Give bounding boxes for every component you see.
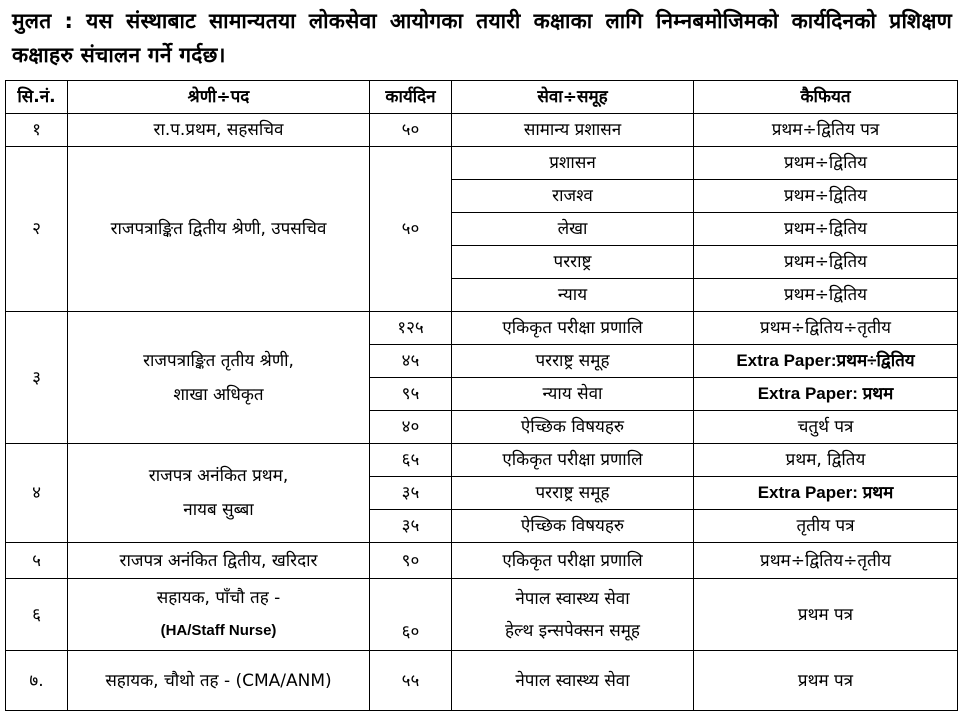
cell-days: ९५ bbox=[370, 378, 452, 411]
cell-grade: रा.प.प्रथम, सहसचिव bbox=[68, 114, 370, 147]
table-row bbox=[6, 147, 958, 180]
cell-remarks: प्रथम पत्र bbox=[694, 579, 958, 651]
cell-grade: सहायक, चौथो तह - (CMA/ANM) bbox=[68, 651, 370, 711]
cell-group: एकिकृत परीक्षा प्रणालि bbox=[452, 543, 694, 579]
group-line-2: हेल्थ इन्सपेक्सन समूह bbox=[505, 620, 640, 641]
cell-group: प्रशासन bbox=[452, 147, 694, 180]
table-row bbox=[6, 312, 958, 345]
training-schedule-table bbox=[5, 80, 958, 711]
cell-grade bbox=[68, 579, 370, 651]
cell-remarks: प्रथम÷द्वितिय bbox=[694, 213, 958, 246]
cell-remarks: प्रथम÷द्वितिय पत्र bbox=[694, 114, 958, 147]
cell-group: राजश्व bbox=[452, 180, 694, 213]
cell-grade: राजपत्र अनंकित द्वितीय, खरिदार bbox=[68, 543, 370, 579]
cell-remarks: प्रथम÷द्वितिय bbox=[694, 279, 958, 312]
cell-group: एकिकृत परीक्षा प्रणालि bbox=[452, 444, 694, 477]
cell-days: ४५ bbox=[370, 345, 452, 378]
header-days: कार्यदिन bbox=[370, 81, 452, 114]
cell-remarks: तृतीय पत्र bbox=[694, 510, 958, 543]
cell-remarks: प्रथम÷द्वितिय bbox=[694, 246, 958, 279]
cell-days: ५० bbox=[370, 114, 452, 147]
cell-group: ऐच्छिक विषयहरु bbox=[452, 411, 694, 444]
cell-group: ऐच्छिक विषयहरु bbox=[452, 510, 694, 543]
cell-days: ९० bbox=[370, 543, 452, 579]
cell-remarks: प्रथम÷द्वितिय÷तृतीय bbox=[694, 543, 958, 579]
cell-remarks: प्रथम पत्र bbox=[694, 651, 958, 711]
grade-line-1: राजपत्राङ्कित तृतीय श्रेणी, bbox=[143, 350, 294, 371]
cell-group bbox=[452, 579, 694, 651]
grade-line-1: राजपत्र अनंकित प्रथम, bbox=[148, 466, 289, 486]
cell-days: ४० bbox=[370, 411, 452, 444]
cell-remarks: Extra Paper:प्रथम÷द्वितिय bbox=[694, 345, 958, 378]
header-grade: श्रेणी÷पद bbox=[68, 81, 370, 114]
cell-group: परराष्ट्र समूह bbox=[452, 477, 694, 510]
grade-line-2: (HA/Staff Nurse) bbox=[160, 622, 277, 639]
header-row bbox=[6, 81, 958, 114]
table-row bbox=[6, 651, 958, 711]
cell-sn: १ bbox=[6, 114, 68, 147]
header-sn: सि.नं. bbox=[6, 81, 68, 114]
cell-days: १२५ bbox=[370, 312, 452, 345]
table-row bbox=[6, 579, 958, 651]
cell-remarks: प्रथम÷द्वितिय÷तृतीय bbox=[694, 312, 958, 345]
cell-sn: ४ bbox=[6, 444, 68, 543]
cell-group: न्याय bbox=[452, 279, 694, 312]
group-line-1: नेपाल स्वास्थ्य सेवा bbox=[515, 588, 630, 609]
grade-line-2: शाखा अधिकृत bbox=[173, 384, 264, 405]
cell-sn: ६ bbox=[6, 579, 68, 651]
table-row bbox=[6, 114, 958, 147]
cell-group: नेपाल स्वास्थ्य सेवा bbox=[452, 651, 694, 711]
cell-days: ३५ bbox=[370, 477, 452, 510]
cell-remarks: प्रथम÷द्वितिय bbox=[694, 147, 958, 180]
cell-group: लेखा bbox=[452, 213, 694, 246]
cell-remarks: प्रथम÷द्वितिय bbox=[694, 180, 958, 213]
cell-grade bbox=[68, 312, 370, 444]
cell-sn: ७. bbox=[6, 651, 68, 711]
cell-days: ६० bbox=[370, 579, 452, 651]
cell-sn: ५ bbox=[6, 543, 68, 579]
cell-remarks: Extra Paper: प्रथम bbox=[694, 378, 958, 411]
cell-days: ५० bbox=[370, 147, 452, 312]
intro-paragraph: मुलत : यस संस्थाबाट सामान्यतया लोकसेवा आयोगका तयारी कक्षाका लागि निम्नबमोजिमको कार्यदिनको प्रशिक्षण कक्षाहरु संचालन गर्ने गर्दछ। bbox=[12, 9, 952, 67]
grade-line-2: नायब सुब्बा bbox=[183, 500, 254, 520]
table-row bbox=[6, 444, 958, 477]
cell-sn: ३ bbox=[6, 312, 68, 444]
cell-group: एकिकृत परीक्षा प्रणालि bbox=[452, 312, 694, 345]
cell-days: ३५ bbox=[370, 510, 452, 543]
header-group: सेवा÷समूह bbox=[452, 81, 694, 114]
cell-group: परराष्ट्र bbox=[452, 246, 694, 279]
cell-remarks: चतुर्थ पत्र bbox=[694, 411, 958, 444]
cell-grade: राजपत्राङ्कित द्वितीय श्रेणी, उपसचिव bbox=[68, 147, 370, 312]
cell-grade bbox=[68, 444, 370, 543]
cell-group: परराष्ट्र समूह bbox=[452, 345, 694, 378]
cell-group: न्याय सेवा bbox=[452, 378, 694, 411]
table-row bbox=[6, 543, 958, 579]
cell-days: ६५ bbox=[370, 444, 452, 477]
cell-remarks: प्रथम, द्वितिय bbox=[694, 444, 958, 477]
header-remarks: कैफियत bbox=[694, 81, 958, 114]
cell-days: ५५ bbox=[370, 651, 452, 711]
cell-remarks: Extra Paper: प्रथम bbox=[694, 477, 958, 510]
cell-sn: २ bbox=[6, 147, 68, 312]
grade-line-1: सहायक, पाँचौ तह - bbox=[156, 588, 281, 608]
cell-group: सामान्य प्रशासन bbox=[452, 114, 694, 147]
